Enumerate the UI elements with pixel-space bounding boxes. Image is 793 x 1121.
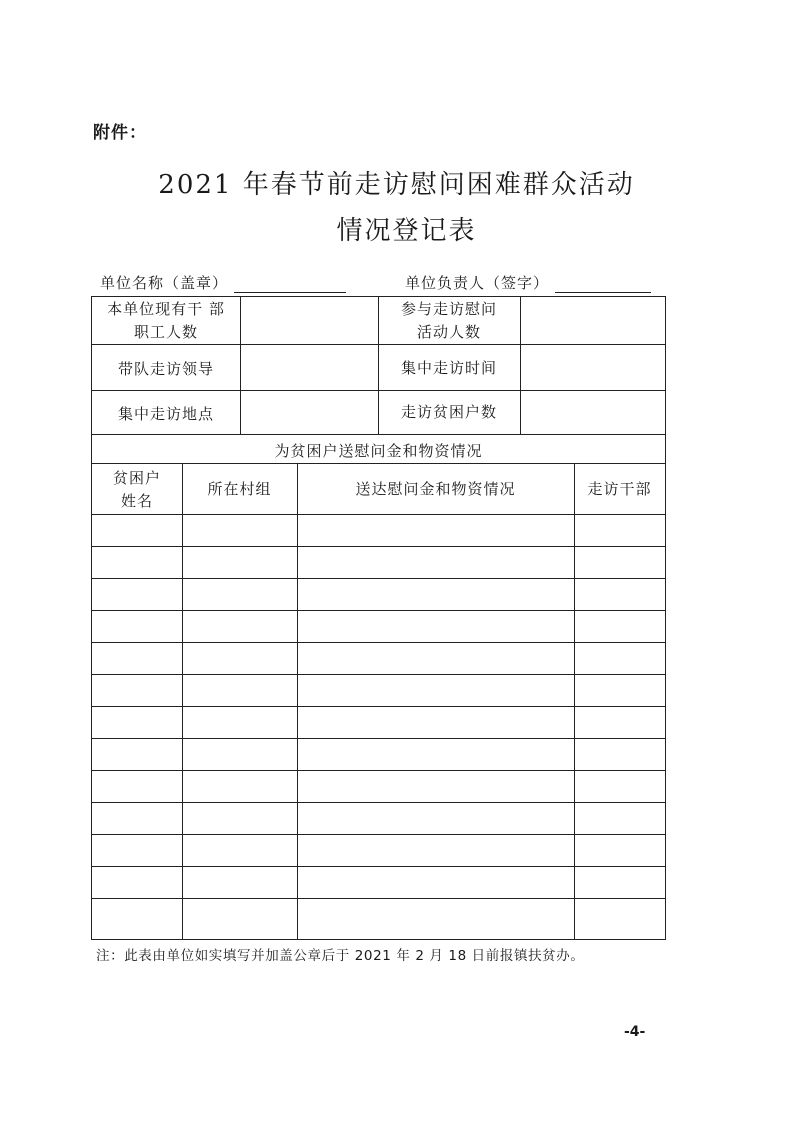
visit-location-field[interactable] xyxy=(240,390,378,434)
cadre-count-field[interactable] xyxy=(240,296,378,344)
table-cell[interactable] xyxy=(574,866,665,898)
visit-leader-label: 带队走访领导 xyxy=(117,360,214,378)
table-cell[interactable] xyxy=(91,578,182,610)
table-cell[interactable] xyxy=(574,674,665,706)
footnote: 注：此表由单位如实填写并加盖公章后于 2021 年 2 月 18 日前报镇扶贫办。 xyxy=(96,948,585,964)
unit-leader-field[interactable] xyxy=(555,275,651,293)
table-cell[interactable] xyxy=(297,866,574,898)
unit-leader-signature xyxy=(405,272,651,293)
table-cell[interactable] xyxy=(297,674,574,706)
table-cell[interactable] xyxy=(297,642,574,674)
table-cell[interactable] xyxy=(182,834,297,866)
table-rule xyxy=(91,434,665,435)
table-rule xyxy=(91,939,665,940)
unit-name-field[interactable] xyxy=(234,275,346,293)
table-cell[interactable] xyxy=(182,770,297,802)
unit-name-label: 单位名称（盖章） xyxy=(100,274,229,292)
table-cell[interactable] xyxy=(91,674,182,706)
table-cell[interactable] xyxy=(182,738,297,770)
table-cell[interactable] xyxy=(574,802,665,834)
table-cell[interactable] xyxy=(297,546,574,578)
visit-time-label: 集中走访时间 xyxy=(400,359,497,377)
table-cell[interactable] xyxy=(297,738,574,770)
table-cell[interactable] xyxy=(182,674,297,706)
table-cell[interactable] xyxy=(91,834,182,866)
table-cell[interactable] xyxy=(182,642,297,674)
table-rule xyxy=(665,296,666,940)
table-cell[interactable] xyxy=(182,866,297,898)
column-header-aid: 送达慰问金和物资情况 xyxy=(355,480,516,498)
table-cell[interactable] xyxy=(182,802,297,834)
table-cell[interactable] xyxy=(574,546,665,578)
table-cell[interactable] xyxy=(91,642,182,674)
table-cell[interactable] xyxy=(574,770,665,802)
table-cell[interactable] xyxy=(297,578,574,610)
form-subtitle: 情况登记表 xyxy=(336,216,477,246)
table-cell[interactable] xyxy=(574,578,665,610)
table-cell[interactable] xyxy=(91,514,182,546)
table-cell[interactable] xyxy=(574,642,665,674)
household-count-label: 走访贫困户数 xyxy=(400,403,497,421)
page-number: -4- xyxy=(624,1024,646,1040)
table-cell[interactable] xyxy=(297,514,574,546)
attachment-label: 附件： xyxy=(93,123,147,143)
table-cell[interactable] xyxy=(297,706,574,738)
section-title: 为贫困户送慰问金和物资情况 xyxy=(274,442,483,460)
table-cell[interactable] xyxy=(91,770,182,802)
table-cell[interactable] xyxy=(297,834,574,866)
cadre-count-label: 本单位现有干 部 职工人数 xyxy=(107,300,225,341)
unit-name-signature xyxy=(100,272,346,293)
form-title: 2021 年春节前走访慰问困难群众活动 xyxy=(158,170,635,200)
table-cell[interactable] xyxy=(91,610,182,642)
column-header-name: 贫困户 姓名 xyxy=(112,469,161,510)
table-cell[interactable] xyxy=(297,802,574,834)
table-cell[interactable] xyxy=(91,898,182,939)
visit-location-label: 集中走访地点 xyxy=(117,405,214,423)
table-rule xyxy=(91,463,665,464)
table-cell[interactable] xyxy=(297,610,574,642)
household-count-field[interactable] xyxy=(520,390,663,434)
table-cell[interactable] xyxy=(182,514,297,546)
column-header-cadre: 走访干部 xyxy=(587,480,652,498)
table-cell[interactable] xyxy=(574,514,665,546)
table-cell[interactable] xyxy=(91,738,182,770)
table-cell[interactable] xyxy=(182,706,297,738)
table-cell[interactable] xyxy=(91,802,182,834)
table-cell[interactable] xyxy=(91,706,182,738)
table-cell[interactable] xyxy=(574,898,665,939)
table-cell[interactable] xyxy=(182,898,297,939)
visit-time-field[interactable] xyxy=(520,344,663,390)
participant-count-field[interactable] xyxy=(520,296,663,344)
table-cell[interactable] xyxy=(91,546,182,578)
table-cell[interactable] xyxy=(574,738,665,770)
table-cell[interactable] xyxy=(297,898,574,939)
table-cell[interactable] xyxy=(182,578,297,610)
table-cell[interactable] xyxy=(182,610,297,642)
table-cell[interactable] xyxy=(297,770,574,802)
table-cell[interactable] xyxy=(574,834,665,866)
table-cell[interactable] xyxy=(574,610,665,642)
column-header-village: 所在村组 xyxy=(207,480,272,498)
visit-leader-field[interactable] xyxy=(240,344,378,390)
participant-count-label: 参与走访慰问 活动人数 xyxy=(400,300,497,341)
table-cell[interactable] xyxy=(91,866,182,898)
table-cell[interactable] xyxy=(182,546,297,578)
table-cell[interactable] xyxy=(574,706,665,738)
unit-leader-label: 单位负责人（签字） xyxy=(405,274,550,292)
